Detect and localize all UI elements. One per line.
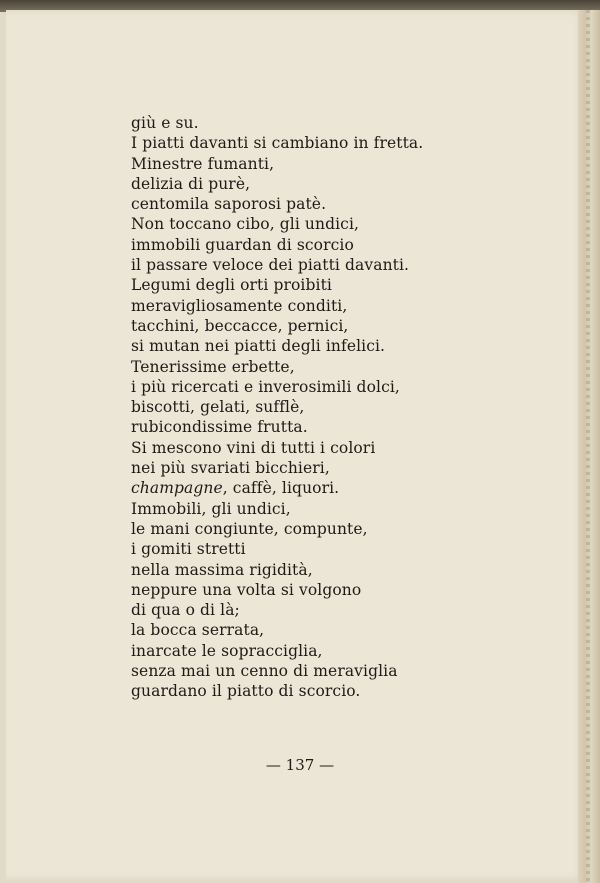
poem-line: Tenerissime erbette, (131, 357, 295, 376)
poem-line: senza mai un cenno di meraviglia (131, 662, 398, 681)
poem-line: centomila saporosi patè. (131, 195, 327, 214)
poem-line: meravigliosamente conditi, (131, 296, 348, 315)
poem-line: neppure una volta si volgono (131, 580, 362, 599)
poem-line: Non toccano cibo, gli undici, (131, 215, 360, 234)
poem-text (131, 113, 423, 702)
poem-line: nella massima rigidità, (131, 560, 313, 579)
poem-line: la bocca serrata, (131, 621, 265, 640)
poem-line: i più ricercati e inverosimili dolci, (131, 377, 400, 396)
poem-line: Immobili, gli undici, (131, 499, 291, 518)
poem-line: guardano il piatto di scorcio. (131, 682, 361, 701)
poem-line: rubicondissime frutta. (131, 418, 308, 437)
poem-line: il passare veloce dei piatti davanti. (131, 256, 410, 275)
poem-line: tacchini, beccacce, pernici, (131, 316, 349, 335)
poem-line: champagne, caffè, liquori. (131, 479, 340, 498)
poem-line: si mutan nei piatti degli infelici. (131, 337, 386, 356)
poem-line: Legumi degli orti proibiti (131, 276, 332, 295)
poem-line: immobili guardan di scorcio (131, 235, 354, 254)
poem-line: i gomiti stretti (131, 540, 246, 559)
page-stack-edge (586, 10, 590, 883)
poem-line: nei più svariati bicchieri, (131, 459, 330, 478)
poem-line: giù e su. (131, 114, 199, 132)
poem-line: delizia di purè, (131, 174, 251, 193)
poem-line: di qua o di là; (131, 601, 240, 620)
page-number: — 137 — (265, 756, 335, 774)
poem-line: Si mescono vini di tutti i colori (131, 438, 376, 457)
poem-line: I piatti davanti si cambiano in fretta. (131, 134, 424, 153)
poem-line: biscotti, gelati, sufflè, (131, 398, 305, 417)
poem-line: Minestre fumanti, (131, 154, 275, 173)
poem-line: le mani congiunte, compunte, (131, 519, 368, 538)
poem-line: inarcate le sopracciglia, (131, 641, 323, 660)
